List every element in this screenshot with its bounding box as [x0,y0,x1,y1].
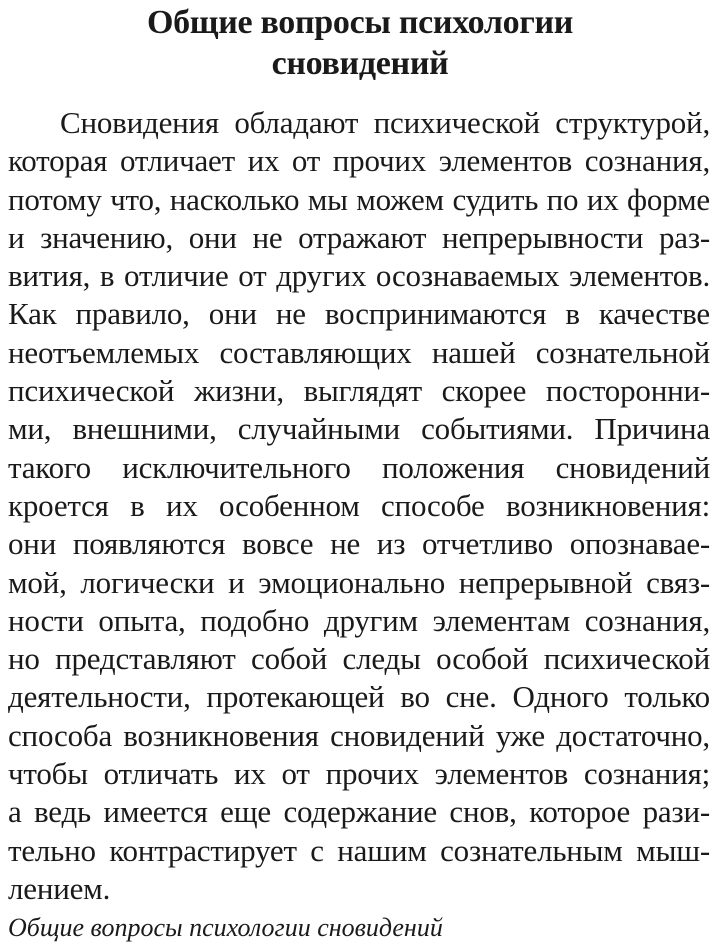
text-line: чтобы отличать их от прочих элементов сознания; [8,756,710,792]
chapter-heading-line-1: Общие вопросы психологии [146,4,574,41]
text-line: ми, внешними, случайными событиями. Причина [8,411,710,447]
text-line: такого исключительного положения сновидений [8,449,710,485]
text-line: Сновидения обладают психической структурой, [60,105,710,140]
text-line: тельно контрастирует с нашим сознательным мыш- [8,832,710,868]
text-line: лением. [8,870,111,906]
text-line: мой, логически и эмоционально непрерывной связ- [8,564,710,600]
text-line: и значению, они не отражают непрерывности раз- [8,219,710,255]
text-line: Как правило, они не воспринимаются в качестве [8,296,710,332]
text-line: кроется в их особенном способе возникновения: [8,487,710,523]
text-line: а ведь имеется еще содержание снов, которое рази- [8,794,710,830]
text-line: психической жизни, выглядят скорее посторонни- [8,373,710,409]
chapter-heading-line-2: сновидений [271,45,449,82]
text-line: вития, в отличие от других осознаваемых элементов. [8,258,710,294]
chapter-heading [0,2,720,84]
body-paragraph [8,104,710,908]
text-line: способа возникновения сновидений уже достаточно, [8,717,710,753]
text-line: деятельности, протекающей во сне. Одного только [8,679,710,715]
text-line: неотъемлемых составляющих нашей сознательной [8,334,710,370]
text-line: они появляются вовсе не из отчетливо опознавае- [8,526,710,562]
text-line: но представляют собой следы особой психической [8,641,710,677]
text-line: которая отличает их от прочих элементов сознания, [8,143,710,179]
running-footer: Общие вопросы психологии сновидений [8,913,443,942]
text-line: потому что, насколько мы можем судить по их форме [8,181,710,217]
text-line: ности опыта, подобно другим элементам сознания, [8,602,710,638]
